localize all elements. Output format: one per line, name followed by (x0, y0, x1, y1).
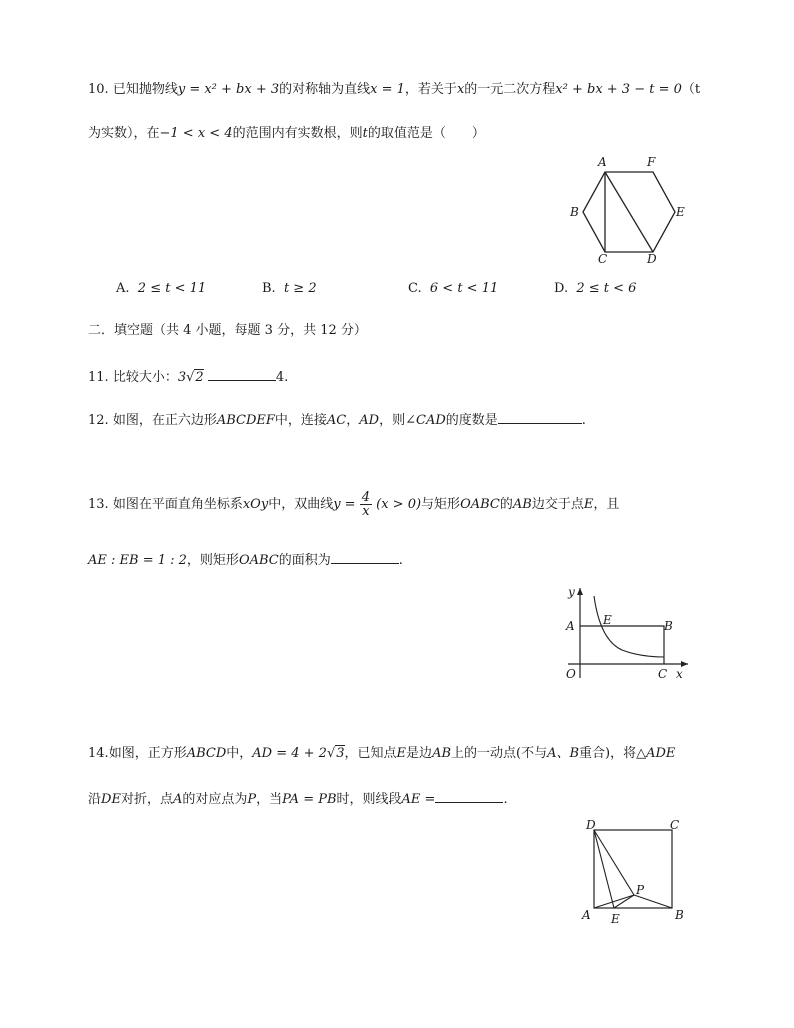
label-c: C (670, 818, 680, 832)
label-o: O (566, 667, 576, 681)
q14-line2: 沿DE对折，点A的对应点为P，当PA = PB时，则线段AE = . (88, 788, 508, 809)
label-p: P (636, 883, 645, 897)
label-e: E (676, 205, 685, 219)
option-c[interactable]: C. 6 < t < 11 (408, 281, 499, 296)
answer-blank[interactable] (498, 409, 582, 424)
answer-blank[interactable] (435, 788, 503, 803)
square-figure (578, 815, 693, 930)
y-axis-arrow (577, 588, 583, 595)
segment-ad (605, 172, 653, 252)
option-b[interactable]: B. t ≥ 2 (262, 281, 317, 296)
option-d[interactable]: D. 2 ≤ t < 6 (554, 281, 637, 296)
label-a: A (582, 908, 591, 922)
label-b: B (664, 619, 673, 633)
label-b: B (570, 205, 579, 219)
rectangle-oabc (580, 626, 664, 664)
question-number: 13. (88, 497, 109, 512)
label-f: F (647, 155, 656, 169)
label-b: B (675, 908, 684, 922)
segment-dp (594, 830, 634, 895)
answer-blank[interactable] (331, 549, 399, 564)
hexagon-figure (565, 150, 695, 270)
label-d: D (586, 818, 596, 832)
q13-line1: 13. 如图在平面直角坐标系xOy中，双曲线y = $\frac{4}{x}$ (x > 0)与矩形OABC的AB边交于点E，且 (88, 490, 620, 519)
q10-line2: 为实数），在−1 < x < 4的范围内有实数根，则t的取值范是（ ） (88, 126, 485, 141)
segment-ep (614, 895, 634, 908)
question-number: 12. (88, 413, 109, 428)
label-x: x (676, 667, 683, 681)
question-number: 10. (88, 82, 109, 97)
label-d: D (647, 252, 657, 266)
label-c: C (598, 252, 608, 266)
label-a: A (598, 155, 607, 169)
section-title: 二．填空题（共 4 小题，每题 3 分，共 12 分） (88, 323, 367, 338)
segment-de (594, 830, 614, 908)
q11: 11. 比较大小：3√2 4. (88, 366, 288, 387)
fraction: $\frac{4}{x}$ (361, 490, 370, 519)
q10-line1: 10. 已知抛物线y = x² + bx + 3的对称轴为直线x = 1，若关于x的一元二次方程x² + bx + 3 − t = 0（t (88, 82, 701, 97)
question-number: 11. (88, 370, 109, 385)
label-y: y (568, 585, 575, 599)
label-e: E (603, 613, 612, 627)
hyperbola-figure (560, 580, 700, 685)
label-c: C (658, 667, 668, 681)
label-e: E (611, 912, 620, 926)
q13-line2: AE : EB = 1 : 2，则矩形OABC的面积为 . (88, 549, 403, 570)
question-number: 14. (88, 746, 109, 761)
q14-line1: 14.如图，正方形ABCD中，AD = 4 + 2√3，已知点E是边AB上的一动点(不与A、B重合)，将△ADE (88, 746, 676, 761)
answer-blank[interactable] (208, 366, 276, 381)
label-a: A (566, 619, 575, 633)
q12: 12. 如图，在正六边形ABCDEF中，连接AC，AD，则∠CAD的度数是 . (88, 409, 586, 430)
option-a[interactable]: A. 2 ≤ t < 11 (116, 281, 207, 296)
